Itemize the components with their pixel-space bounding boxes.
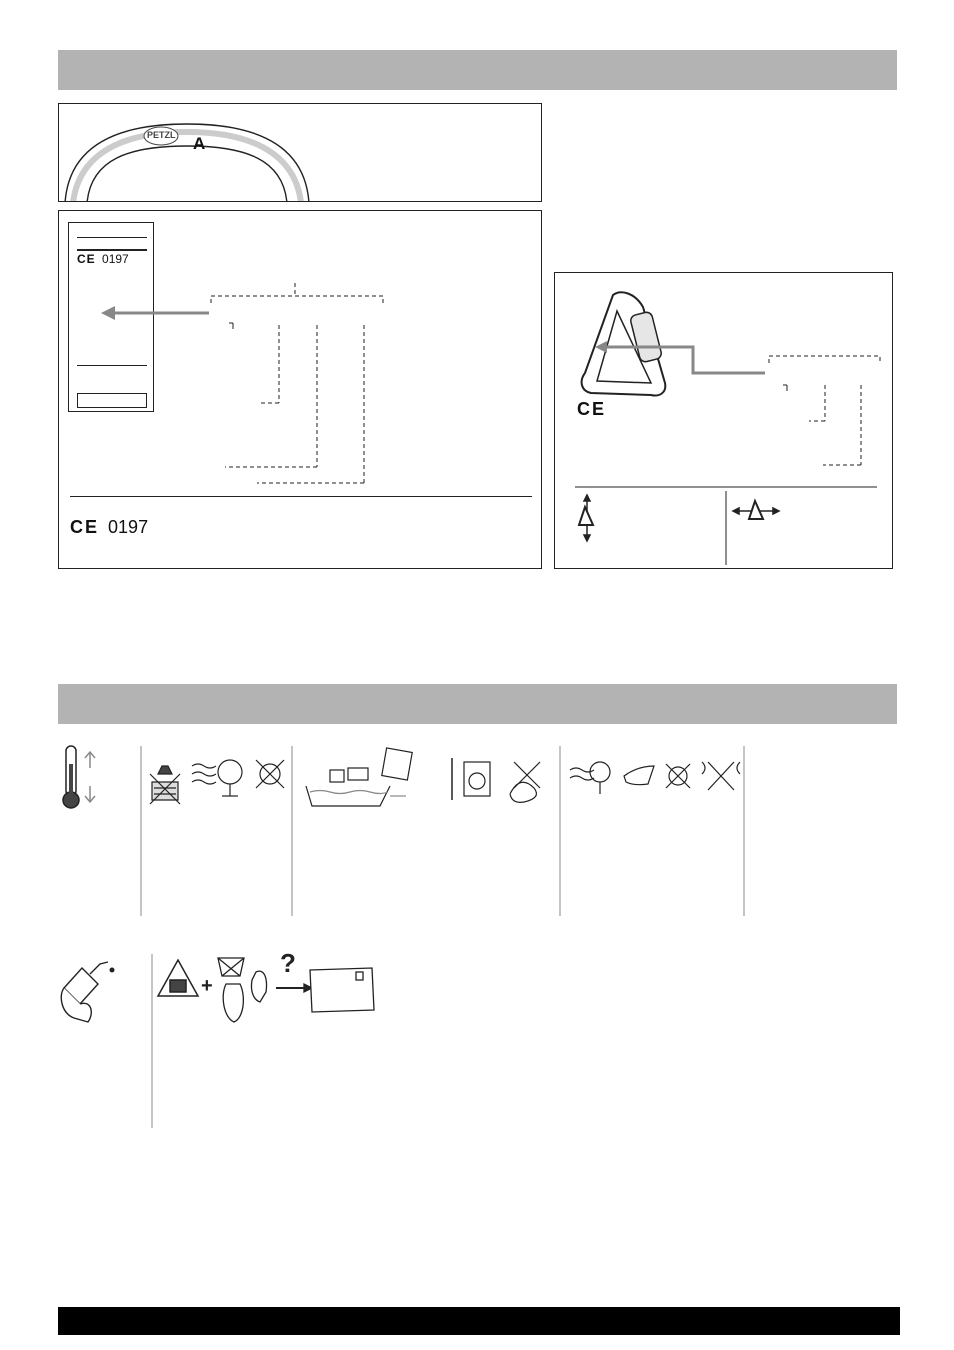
washing-basin-icon: [306, 748, 412, 806]
thermometer-icon: [63, 746, 95, 808]
major-axis-strength-icon: [579, 495, 593, 541]
carabiner-marking-panel: [554, 272, 893, 569]
washing-machine-icon: [464, 762, 490, 796]
svg-text:+: +: [201, 975, 213, 997]
section-header-care: [58, 684, 897, 724]
carabiner-illustration: [555, 273, 894, 570]
no-direct-sun-icon: [256, 760, 284, 788]
ce-mark: CE: [77, 252, 96, 266]
carabiner-ce-mark: CE: [577, 399, 607, 419]
drying-away-from-heat-icon: [150, 766, 180, 804]
lubricant-bottle-icon: [61, 962, 114, 1022]
ring-marking-panel: [58, 103, 542, 202]
care-icons-row: [50, 734, 910, 924]
chemical-hazard-icon: [158, 960, 198, 996]
no-high-pressure-washer-icon: [510, 762, 540, 802]
petzl-logo: PETZL: [147, 130, 176, 140]
question-mark: ?: [280, 948, 296, 978]
compliance-divider: [70, 496, 532, 497]
compliance-marking: [70, 517, 148, 538]
section-header-markings: [58, 50, 897, 90]
label-diagram-lines: [59, 211, 543, 511]
notified-body-number-large: 0197: [108, 517, 149, 537]
minor-axis-strength-icon: [733, 501, 779, 519]
fan-airflow-icon: [192, 760, 242, 796]
notified-body-number: 0197: [102, 252, 129, 266]
footer-bar: [58, 1307, 900, 1335]
ce-mark-large: CE: [70, 517, 100, 537]
label-marking-panel: [58, 210, 542, 569]
lubrication-row: [50, 944, 450, 1134]
ring-illustration: [59, 104, 542, 202]
ring-label-a: A: [193, 134, 206, 153]
